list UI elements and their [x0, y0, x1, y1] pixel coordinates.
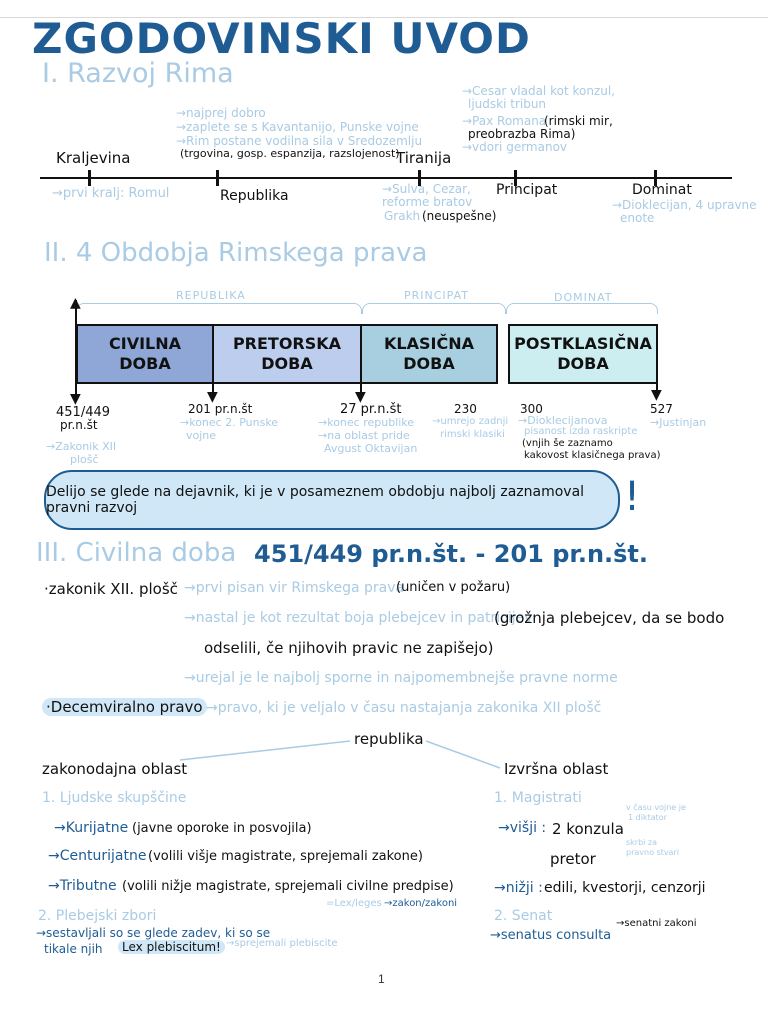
- note-punske: →konec 2. Punske: [180, 416, 279, 429]
- plebejski-note-1: →sestavljali so se glede zadev, ki so se: [36, 926, 271, 940]
- period-box-label: CIVILNA: [109, 334, 181, 353]
- rep-note-1: →najprej dobro: [176, 106, 266, 120]
- dom-note-1: →Dioklecijan, 4 upravne: [612, 198, 757, 212]
- magistrati: 1. Magistrati: [494, 790, 582, 806]
- page-title: ZGODOVINSKI UVOD: [32, 14, 531, 63]
- date-201: 201 pr.n.št: [188, 402, 253, 416]
- zakonik-note-2: →nastal je kot rezultat boja plebejcev in patricijev: [184, 610, 533, 626]
- section-3-heading: III. Civilna doba: [36, 538, 237, 568]
- kurijatne-note: (javne oporoke in posvojila): [132, 821, 312, 836]
- centurijatne-note: (volili višje magistrate, sprejemali zakone): [148, 849, 423, 864]
- ljudske-skupscine: 1. Ljudske skupščine: [42, 790, 187, 806]
- period-box-label: KLASIČNA: [384, 334, 474, 353]
- cloud-callout-text: Delijo se glede na dejavnik, ki je v posameznem obdobju najbolj zaznamoval pravni razvoj: [46, 484, 585, 516]
- section-2-heading: II. 4 Obdobja Rimskega prava: [44, 238, 428, 268]
- republika-node: republika: [354, 730, 424, 748]
- visji: →višji :: [498, 820, 547, 836]
- senat: 2. Senat: [494, 908, 553, 924]
- tir-note-4: (neuspešne): [422, 209, 497, 223]
- arrow-down-icon: ▼: [355, 389, 366, 405]
- rep-note-4: (trgovina, gosp. espanzija, razslojenost): [180, 147, 400, 160]
- zakonik-note-2b: (grožnja plebejcev, da se bodo: [494, 609, 725, 627]
- period-box-label: PRETORSKA: [232, 334, 342, 353]
- magistrati-note-3: skrbi za: [626, 838, 658, 847]
- label-kraljevina: Kraljevina: [56, 149, 131, 167]
- period-box-label: DOBA: [261, 354, 313, 373]
- zakonik-note-1: →prvi pisan vir Rimskega prava: [184, 580, 405, 596]
- label-tiranija: Tiranija: [396, 149, 452, 167]
- exclamation-mark: !: [624, 474, 641, 520]
- pr-note-6: →vdori germanov: [462, 140, 568, 154]
- izvrsna-oblast: Izvršna oblast: [504, 760, 609, 778]
- lex-plebiscitum: Lex plebiscitum!: [118, 940, 225, 954]
- zakonik-bullet: ·zakonik XII. plošč: [44, 580, 178, 598]
- date-451-suffix: pr.n.št: [60, 418, 98, 432]
- senatus-consulta: →senatus consulta: [490, 928, 612, 943]
- decemviralno-note: →pravo, ki je veljalo v času nastajanja zakonika XII plošč: [206, 700, 602, 716]
- note-klasicno-2: kakovost klasičnega prava): [524, 450, 661, 461]
- kralj-note: →prvi kralj: Romul: [52, 186, 170, 201]
- note-klasicno-1: (vnjih še zaznamo: [522, 438, 613, 449]
- magistrati-note-1: v času vojne je: [626, 803, 686, 812]
- arrow-down-icon: ▼: [70, 391, 81, 407]
- zakonik-note-2c: odselili, če njihovih pravic ne zapišejo): [204, 639, 494, 657]
- note-republike: →konec republike: [318, 416, 415, 429]
- date-27: 27 pr.n.št: [340, 402, 402, 417]
- zakonodajna-oblast: zakonodajna oblast: [42, 760, 188, 778]
- note-klasiki-2: rimski klasiki: [440, 429, 505, 440]
- arrow-down-icon: ▼: [651, 387, 662, 403]
- senatni-zakoni: →senatni zakoni: [616, 918, 697, 929]
- note-zakonik: →Zakonik XII: [46, 440, 117, 453]
- brace-label-dominat: DOMINAT: [554, 291, 613, 304]
- magistrati-note-2: 1 diktator: [628, 813, 667, 822]
- tir-note-3: Grakh: [384, 209, 421, 223]
- tributne: →Tributne: [48, 878, 117, 894]
- brace-label-principat: PRINCIPAT: [404, 289, 469, 302]
- nizji: →nižji :: [494, 880, 543, 896]
- period-box-label: POSTKLASIČNA: [514, 334, 652, 353]
- tir-note-1: →Sulva, Cezar,: [382, 182, 471, 196]
- date-451: 451/449: [56, 405, 111, 420]
- section-1-heading: I. Razvoj Rima: [42, 58, 234, 89]
- lex-note-2: →zakon/zakoni: [384, 898, 458, 909]
- label-dominat: Dominat: [632, 182, 692, 198]
- centurijatne: →Centurijatne: [48, 848, 147, 864]
- pr-note-5: preobrazba Rima): [468, 127, 576, 141]
- date-230: 230: [454, 402, 477, 416]
- pr-note-3: →Pax Romana: [462, 114, 547, 128]
- pr-note-1: →Cesar vladal kot konzul,: [462, 84, 615, 98]
- note-punske-2: vojne: [186, 429, 217, 442]
- rep-note-3: →Rim postane vodilna sila v Sredozemlju: [176, 134, 423, 148]
- period-box-label: DOBA: [557, 354, 609, 373]
- decemviralno-bullet: ·Decemviralno pravo: [42, 698, 207, 716]
- plebejski-note-2: tikale njih: [44, 942, 103, 956]
- arrow-down-icon: ▼: [207, 389, 218, 405]
- period-axis-arrow-up: ▲: [70, 295, 81, 311]
- plebejski-note-4: →sprejemali plebiscite: [226, 938, 338, 949]
- note-klasiki: →umrejo zadnji: [432, 416, 509, 427]
- section-3-dates: 451/449 pr.n.št. - 201 pr.n.št.: [254, 540, 649, 568]
- zakonik-note-3: →urejal je le najbolj sporne in najpomembnejše pravne norme: [184, 670, 618, 686]
- pr-note-4: (rimski mir,: [544, 114, 613, 128]
- plebejski-zbori: 2. Plebejski zbori: [38, 908, 157, 924]
- label-republika: Republika: [220, 188, 289, 204]
- period-box-label: DOBA: [119, 354, 171, 373]
- note-zakonik-2: plošč: [70, 453, 99, 466]
- period-box-label: DOBA: [403, 354, 455, 373]
- date-527: 527: [650, 402, 673, 416]
- note-dioklecijan-2: pisanost izda raskripte: [524, 426, 638, 437]
- visji-pretor: pretor: [550, 850, 596, 868]
- zakonik-note-1b: (uničen v požaru): [396, 580, 511, 595]
- pr-note-2: ljudski tribun: [468, 97, 547, 111]
- date-300: 300: [520, 402, 543, 416]
- visji-konzula: 2 konzula: [552, 820, 624, 838]
- rep-note-2: →zaplete se s Kavantanijo, Punske vojne: [176, 120, 419, 134]
- nizji-list: edili, kvestorji, cenzorji: [544, 880, 706, 896]
- brace-label-republika: REPUBLIKA: [176, 289, 246, 302]
- note-dioklecijan: →Dioklecijanova: [518, 414, 608, 427]
- tir-note-2: reforme bratov: [382, 195, 473, 209]
- lex-note: =Lex/leges: [326, 898, 382, 909]
- note-avgust: Avgust Oktavijan: [324, 442, 418, 455]
- dom-note-2: enote: [620, 211, 655, 225]
- magistrati-note-4: pravno stvari: [626, 848, 679, 857]
- note-oblast: →na oblast pride: [318, 429, 410, 442]
- kurijatne: →Kurijatne: [54, 820, 129, 836]
- note-justinjan: →Justinjan: [650, 416, 707, 429]
- label-principat: Principat: [496, 182, 558, 198]
- page-number: 1: [378, 972, 385, 986]
- tributne-note: (volili nižje magistrate, sprejemali civilne predpise): [122, 879, 454, 894]
